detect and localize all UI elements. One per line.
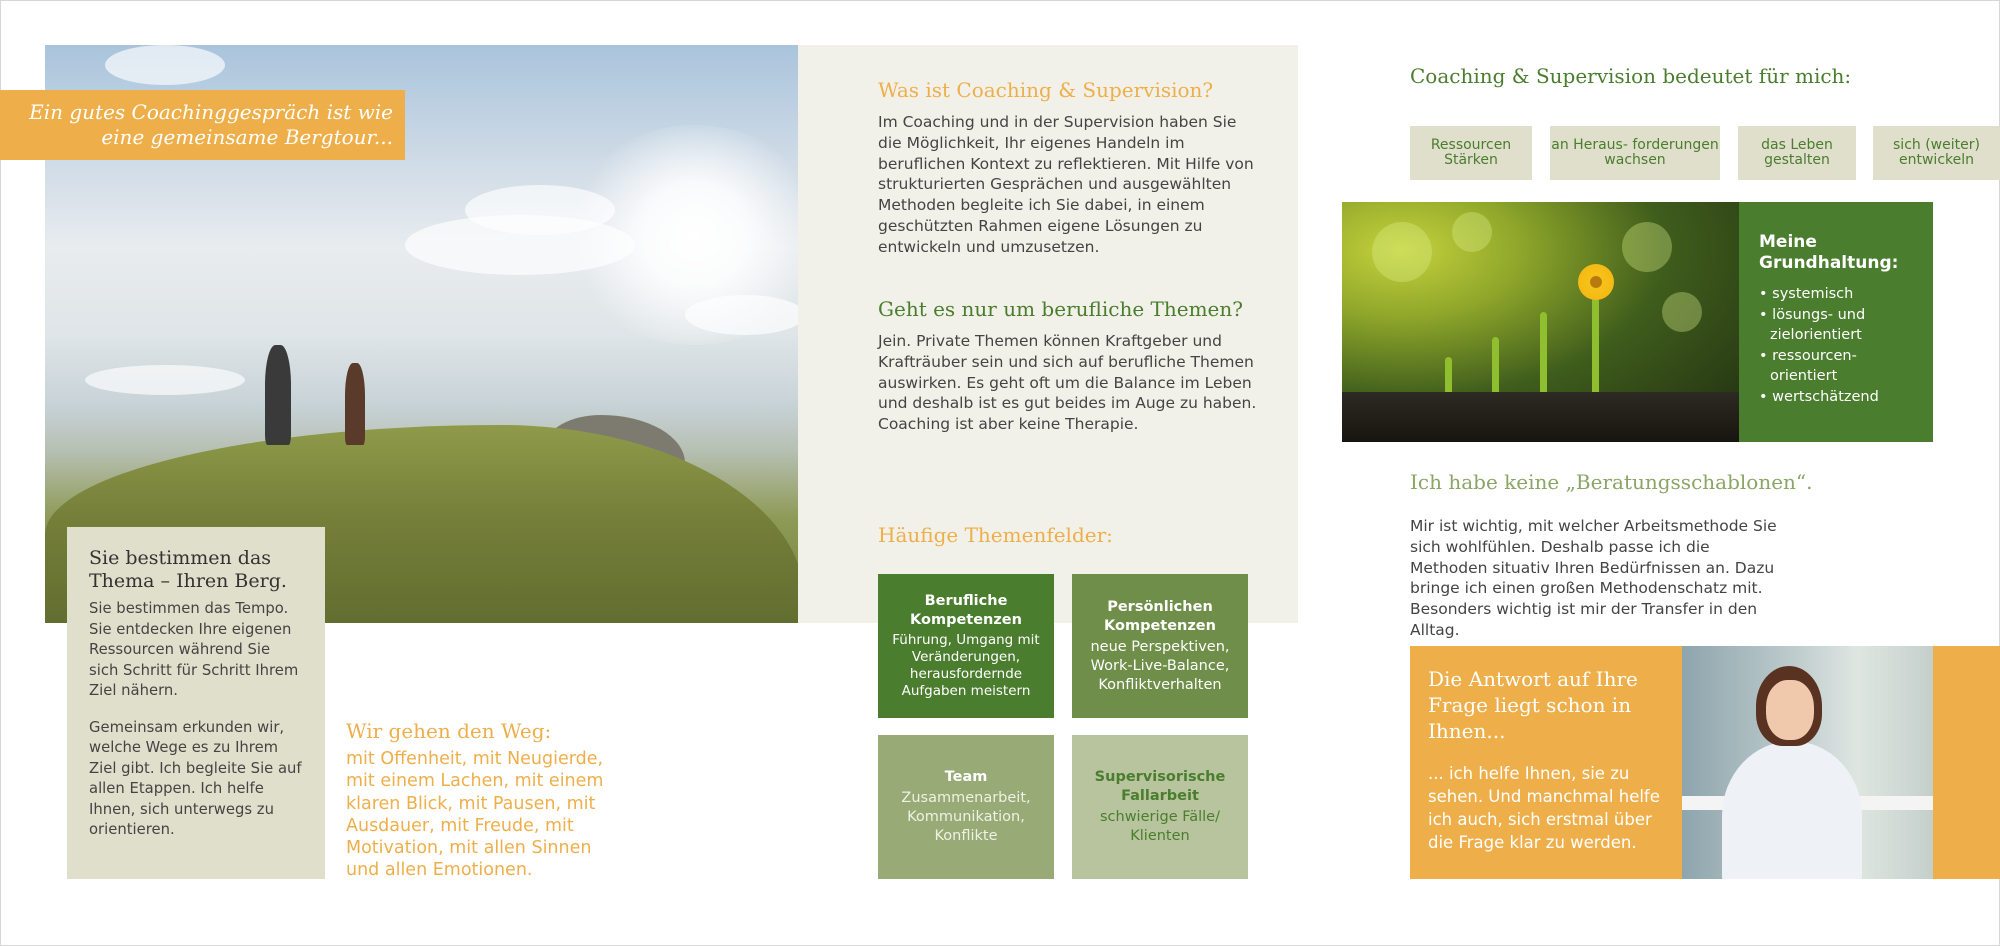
tile-title: Berufliche Kompetenzen xyxy=(910,593,1022,628)
schablonen-text: Mir ist wichtig, mit welcher Arbeitsmethode Sie sich wohlfühlen. Deshalb passe ich die Methoden situativ Ihren Bedürfnissen an. Dazu bringe ich einen großen Methodenschatz mit. Besonders wichtig ist mir der Transfer in den Alltag. xyxy=(1410,517,1777,639)
tag-herausforderungen: an Heraus- forderungen wachsen xyxy=(1550,126,1720,180)
list-item: • wertschätzend xyxy=(1759,388,1879,405)
faq-text-themes: Jein. Private Themen können Kraftgeber und Krafträuber sein und sich auf berufliche Themen auswirken. Es geht oft um die Balance im Leben und deshalb ist es gut beides im Auge zu haben. Coaching ist aber keine Therapie. xyxy=(878,332,1257,434)
tile-berufliche-kompetenzen xyxy=(878,574,1054,718)
list-item: • lösungs- und zielorientiert xyxy=(1759,306,1866,343)
tile-text: Zusammenarbeit, Kommunikation, Konflikte xyxy=(901,790,1031,844)
grundhaltung-heading: Meine Grundhaltung: xyxy=(1759,232,1899,273)
answer-box xyxy=(1410,646,1682,879)
weg-text: mit Offenheit, mit Neugierde, mit einem Lachen, mit einem klaren Blick, mit Pausen, mit Ausdauer, mit Freude, mit Motivation, mit allen Sinnen und allen Emotionen. xyxy=(346,749,604,881)
faq-heading-coaching: Was ist Coaching & Supervision? xyxy=(878,78,1214,102)
list-item: • ressourcen- orientiert xyxy=(1759,347,1857,384)
themenfelder-heading: Häufige Themenfelder: xyxy=(878,523,1113,547)
faq-text-coaching: Im Coaching und in der Supervision haben Sie die Möglichkeit, Ihr eigenes Handeln im beruflichen Kontext zu reflektieren. Mit Hilfe von strukturierten Gesprächen und ausgewählten Methoden begleite ich Sie dabei, in einem geschützten Rahmen eigene Lösungen zu entwickeln und umzusetzen. xyxy=(878,113,1254,256)
tile-title: Persönlichen Kompetenzen xyxy=(1104,598,1216,634)
orange-accent-strip xyxy=(1933,646,2000,879)
tile-text: Führung, Umgang mit Veränderungen, herausfordernde Aufgaben meistern xyxy=(892,632,1040,699)
tag-entwickeln: sich (weiter) entwickeln xyxy=(1873,126,2000,180)
tile-text: neue Perspektiven, Work-Live-Balance, Konfliktverhalten xyxy=(1090,638,1230,693)
faq-heading-themes: Geht es nur um berufliche Themen? xyxy=(878,297,1243,321)
grundhaltung-list xyxy=(1759,284,1913,407)
tag-leben: das Leben gestalten xyxy=(1738,126,1856,180)
weg-heading: Wir gehen den Weg: xyxy=(346,719,552,743)
tile-text: schwierige Fälle/ Klienten xyxy=(1099,809,1220,844)
theme-info-box xyxy=(67,527,325,879)
tile-title: Supervisorische Fallarbeit xyxy=(1094,769,1226,804)
schablonen-heading: Ich habe keine „Beratungsschablonen“. xyxy=(1410,470,1813,494)
answer-heading: Die Antwort auf Ihre Frage liegt schon in Ihnen... xyxy=(1428,667,1638,743)
coach-portrait-photo xyxy=(1682,646,1933,879)
tile-team xyxy=(878,735,1054,879)
tile-title: Team xyxy=(944,769,988,785)
tile-persoenliche-kompetenzen xyxy=(1072,574,1248,718)
list-item: • systemisch xyxy=(1759,286,1854,302)
sprouting-plant-photo xyxy=(1342,202,1739,442)
theme-paragraph-2: Gemeinsam erkunden wir, welche Wege es zu Ihrem Ziel gibt. Ich begleite Sie auf allen Etappen. Ich helfe Ihnen, sich unterwegs zu orientieren. xyxy=(89,718,302,838)
tile-supervisorische-fallarbeit xyxy=(1072,735,1248,879)
answer-text: ... ich helfe Ihnen, sie zu sehen. Und manchmal helfe ich auch, sich erstmal über die Frage klar zu werden. xyxy=(1428,764,1660,852)
theme-paragraph-1: Sie bestimmen das Tempo. Sie entdecken Ihre eigenen Ressourcen während Sie sich Schritt für Schritt Ihrem Ziel nähern. xyxy=(89,600,299,699)
tagline-banner: Ein gutes Coachinggespräch ist wie eine gemeinsame Bergtour... xyxy=(0,90,405,160)
grundhaltung-box xyxy=(1739,202,1933,442)
bedeutung-heading: Coaching & Supervision bedeutet für mich: xyxy=(1410,64,1852,88)
tag-ressourcen: Ressourcen Stärken xyxy=(1410,126,1532,180)
theme-heading: Sie bestimmen das Thema – Ihren Berg. xyxy=(89,547,287,592)
